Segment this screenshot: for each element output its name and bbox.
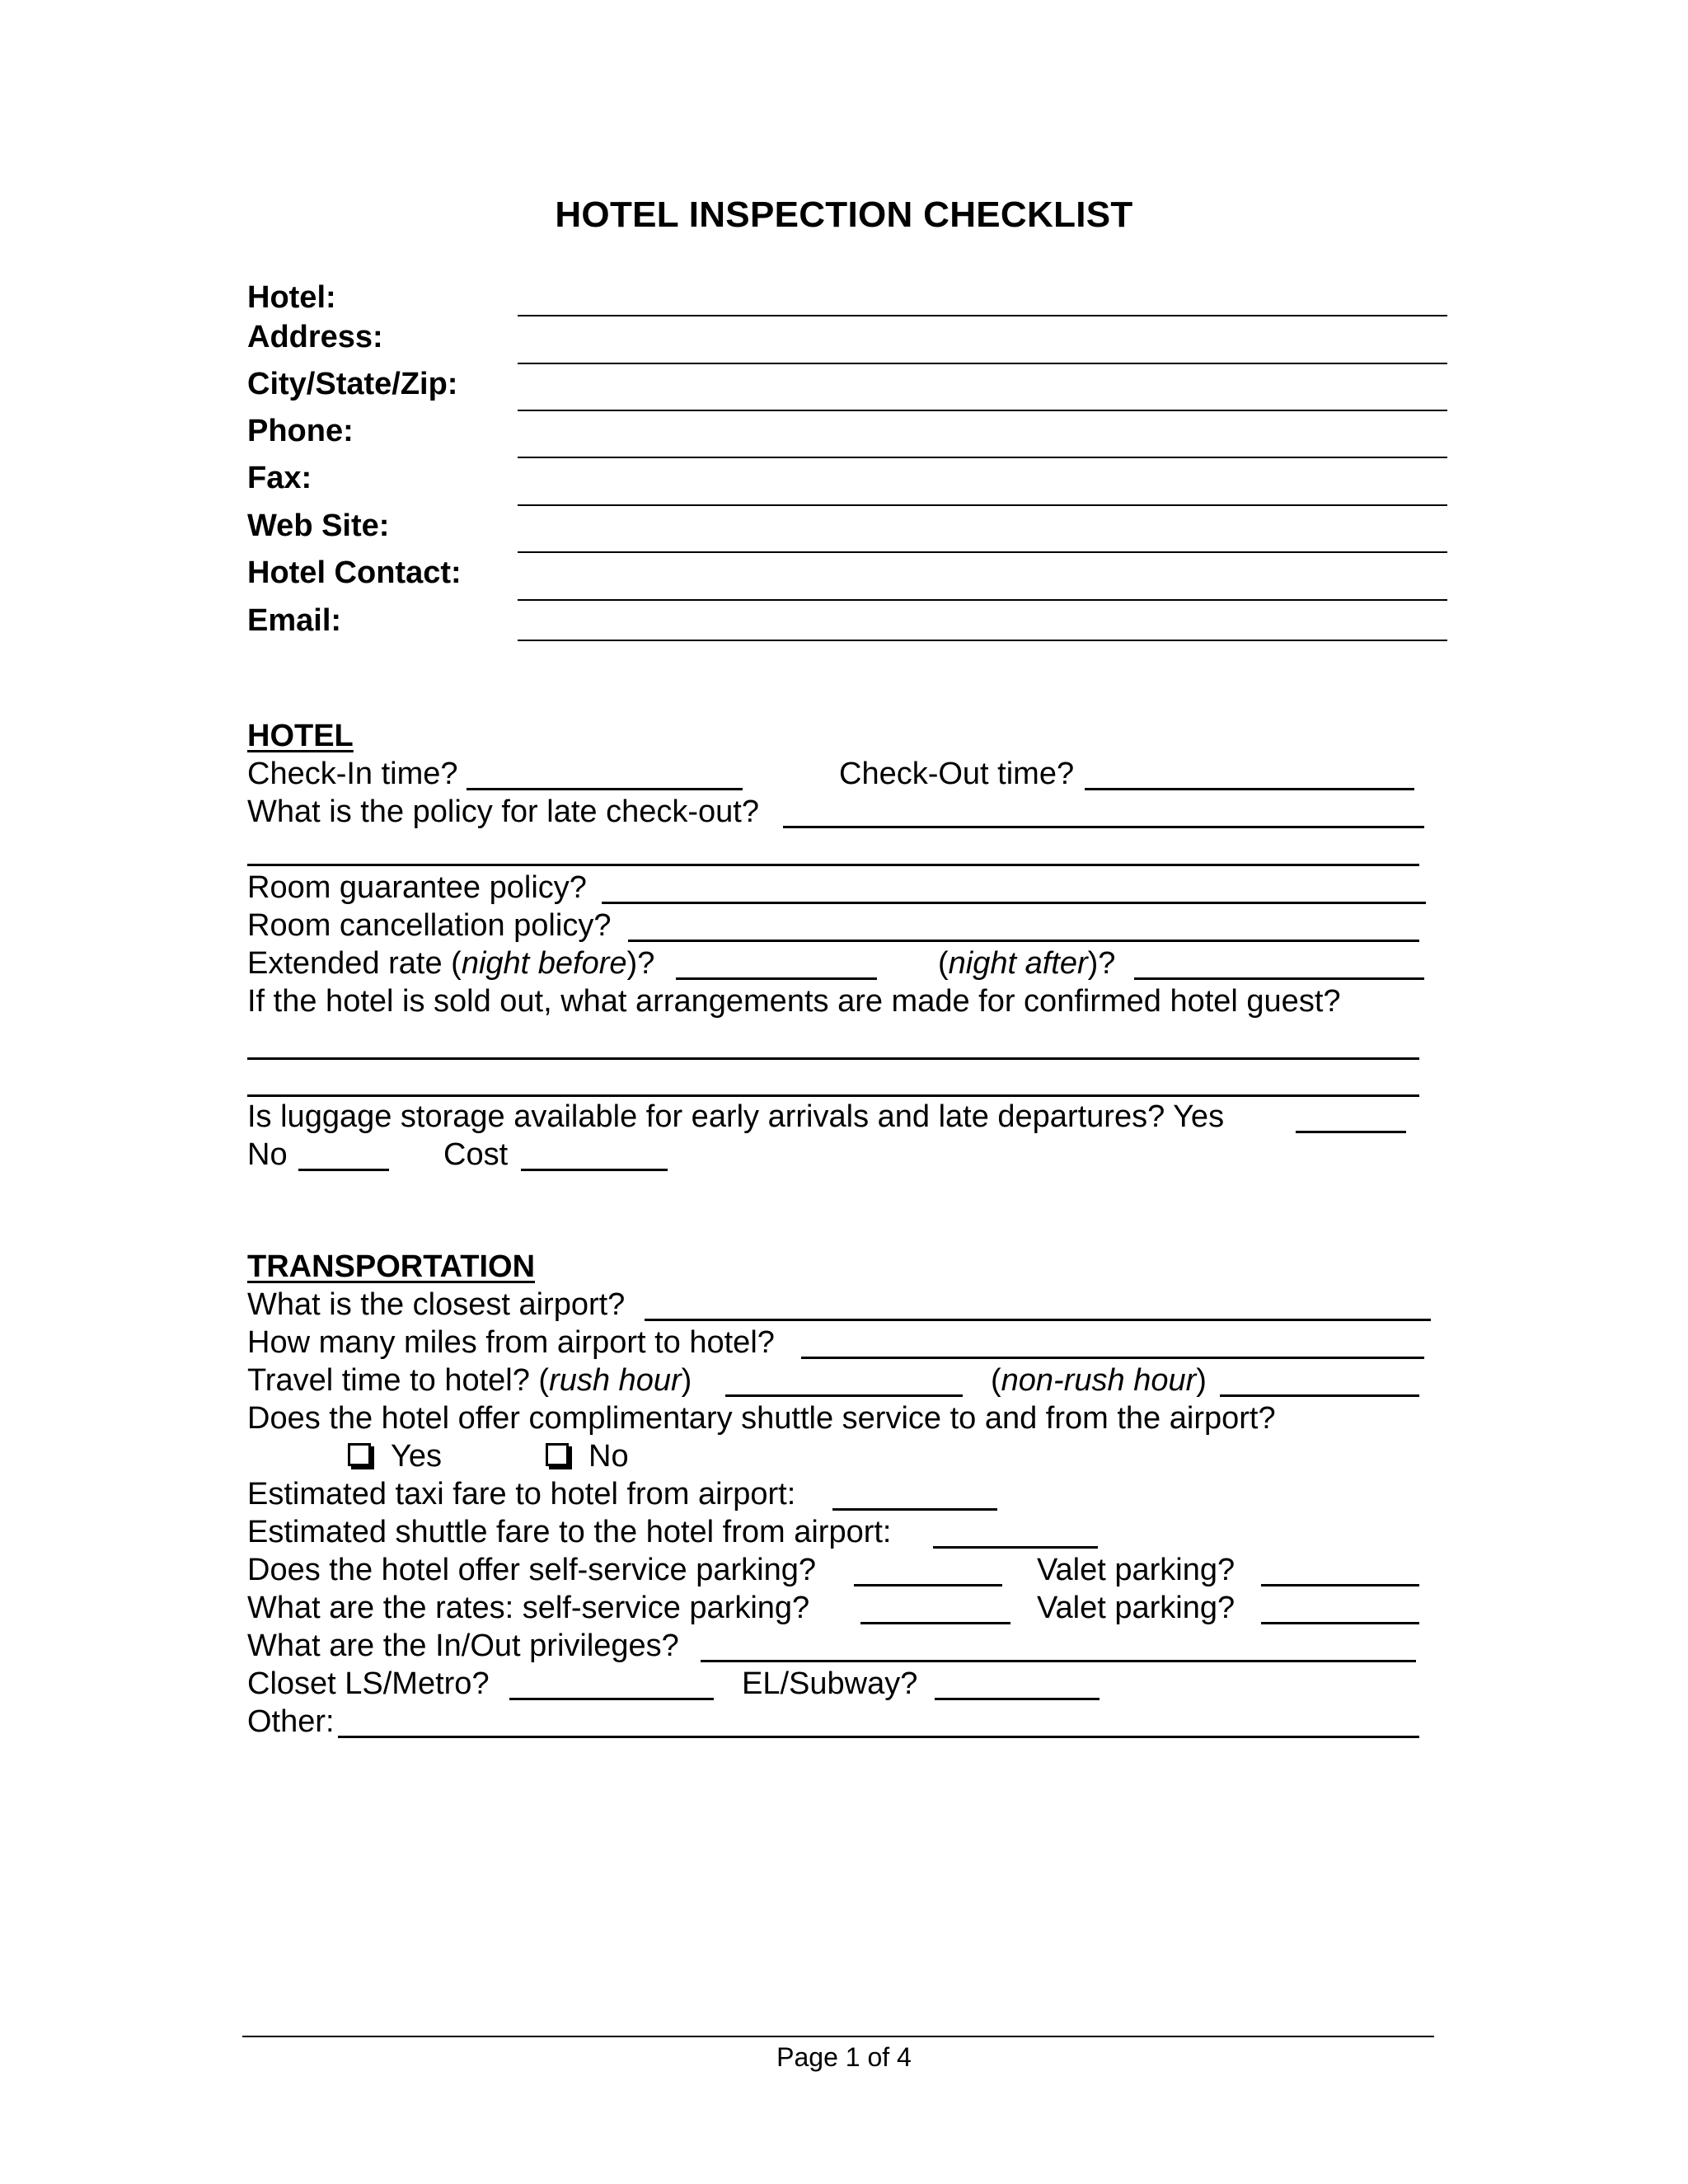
self-parking-line[interactable] — [854, 1584, 1002, 1586]
field-line-address[interactable] — [518, 363, 1447, 364]
check-in-label: Check-In time? — [247, 757, 458, 791]
non-rush-hour-line[interactable] — [1220, 1394, 1419, 1397]
field-label-phone: Phone: — [247, 414, 354, 448]
rush-hour-line[interactable] — [725, 1394, 963, 1397]
sold-out-label: If the hotel is sold out, what arrangements are made for confirmed hotel guest? — [247, 984, 1341, 1019]
rush-hour-text: rush hour — [549, 1363, 682, 1398]
field-line-hotel-contact[interactable] — [518, 599, 1447, 601]
other-label: Other: — [247, 1704, 335, 1739]
night-after-label — [938, 944, 1115, 982]
luggage-label: Is luggage storage available for early arrivals and late departures? Yes — [247, 1099, 1225, 1134]
extended-suffix: )? — [626, 946, 655, 981]
field-line-web-site[interactable] — [518, 551, 1447, 553]
field-line-phone[interactable] — [518, 457, 1447, 458]
field-label-web-site: Web Site: — [247, 509, 390, 543]
no-checkbox-icon[interactable] — [546, 1443, 569, 1466]
field-label-hotel: Hotel: — [247, 280, 336, 315]
night-after-text: night after — [948, 946, 1088, 981]
shuttle-question-label: Does the hotel offer complimentary shuttle service to and from the airport? — [247, 1401, 1276, 1436]
shuttle-yes-option[interactable] — [348, 1437, 442, 1475]
field-label-hotel-contact: Hotel Contact: — [247, 555, 462, 590]
closest-ls-line[interactable] — [509, 1698, 714, 1700]
field-label-email: Email: — [247, 603, 342, 638]
closest-airport-label: What is the closest airport? — [247, 1287, 626, 1322]
shuttle-no-option[interactable] — [546, 1437, 629, 1475]
check-out-line[interactable] — [1085, 788, 1414, 790]
taxi-fare-label: Estimated taxi fare to hotel from airport: — [247, 1477, 796, 1511]
taxi-fare-line[interactable] — [832, 1508, 997, 1511]
valet-parking-line-2[interactable] — [1261, 1622, 1419, 1624]
shuttle-fare-label: Estimated shuttle fare to the hotel from airport: — [247, 1515, 892, 1549]
night-after-close: )? — [1087, 946, 1116, 981]
self-parking-label: Does the hotel offer self-service parking? — [247, 1553, 816, 1587]
non-rush-close: ) — [1196, 1363, 1207, 1398]
travel-time-close: ) — [681, 1363, 692, 1398]
guarantee-line[interactable] — [602, 902, 1426, 904]
luggage-cost-label: Cost — [443, 1137, 509, 1172]
luggage-cost-line[interactable] — [521, 1169, 668, 1171]
luggage-yes-line[interactable] — [1296, 1131, 1406, 1133]
luggage-no-label: No — [247, 1137, 288, 1172]
in-out-line[interactable] — [701, 1660, 1416, 1662]
field-line-fax[interactable] — [518, 504, 1447, 506]
miles-label: How many miles from airport to hotel? — [247, 1325, 775, 1360]
section-heading-hotel: HOTEL — [247, 719, 354, 753]
field-label-fax: Fax: — [247, 461, 312, 495]
yes-checkbox-icon[interactable] — [348, 1443, 371, 1466]
late-checkout-line[interactable] — [783, 826, 1424, 828]
page-title: HOTEL INSPECTION CHECKLIST — [555, 194, 1133, 235]
miles-line[interactable] — [801, 1357, 1424, 1359]
rates-self-parking-line[interactable] — [860, 1622, 1010, 1624]
field-line-city-state-zip[interactable] — [518, 410, 1447, 411]
night-after-open: ( — [938, 946, 949, 981]
night-before-line[interactable] — [676, 977, 877, 980]
extended-prefix: Extended rate ( — [247, 946, 462, 981]
rates-label: What are the rates: self-service parking? — [247, 1591, 810, 1625]
night-before-text: night before — [461, 946, 627, 981]
shuttle-no-label: No — [588, 1439, 629, 1474]
section-heading-transportation: TRANSPORTATION — [247, 1249, 536, 1284]
valet-parking-line-1[interactable] — [1261, 1584, 1419, 1586]
field-line-email[interactable] — [518, 640, 1447, 641]
sold-out-line-1[interactable] — [247, 1057, 1419, 1060]
footer-divider — [242, 2036, 1434, 2037]
late-checkout-label: What is the policy for late check-out? — [247, 794, 759, 829]
sold-out-line-2[interactable] — [247, 1094, 1419, 1097]
non-rush-open: ( — [991, 1363, 1001, 1398]
closest-ls-label: Closet LS/Metro? — [247, 1666, 490, 1701]
closest-airport-line[interactable] — [645, 1319, 1431, 1321]
extended-rate-label — [247, 944, 654, 982]
el-subway-label: EL/Subway? — [742, 1666, 918, 1701]
guarantee-label: Room guarantee policy? — [247, 870, 587, 905]
cancellation-line[interactable] — [628, 940, 1419, 942]
el-subway-line[interactable] — [935, 1698, 1100, 1700]
field-label-city-state-zip: City/State/Zip: — [247, 367, 458, 401]
luggage-no-line[interactable] — [298, 1169, 389, 1171]
travel-time-label — [247, 1361, 692, 1399]
valet-parking-label-1: Valet parking? — [1037, 1553, 1236, 1587]
page-number: Page 1 of 4 — [776, 2042, 912, 2072]
field-line-hotel[interactable] — [518, 315, 1447, 316]
non-rush-hour-text: non-rush hour — [1001, 1363, 1197, 1398]
check-in-line[interactable] — [467, 788, 743, 790]
non-rush-label — [991, 1361, 1207, 1399]
check-out-label: Check-Out time? — [839, 757, 1075, 791]
cancellation-label: Room cancellation policy? — [247, 908, 612, 943]
in-out-label: What are the In/Out privileges? — [247, 1629, 679, 1663]
shuttle-yes-label: Yes — [391, 1439, 442, 1474]
late-checkout-line-2[interactable] — [247, 864, 1419, 866]
travel-time-prefix: Travel time to hotel? ( — [247, 1363, 550, 1398]
field-label-address: Address: — [247, 320, 383, 354]
valet-parking-label-2: Valet parking? — [1037, 1591, 1236, 1625]
shuttle-fare-line[interactable] — [933, 1546, 1098, 1549]
night-after-line[interactable] — [1134, 977, 1424, 980]
other-line[interactable] — [338, 1736, 1419, 1738]
